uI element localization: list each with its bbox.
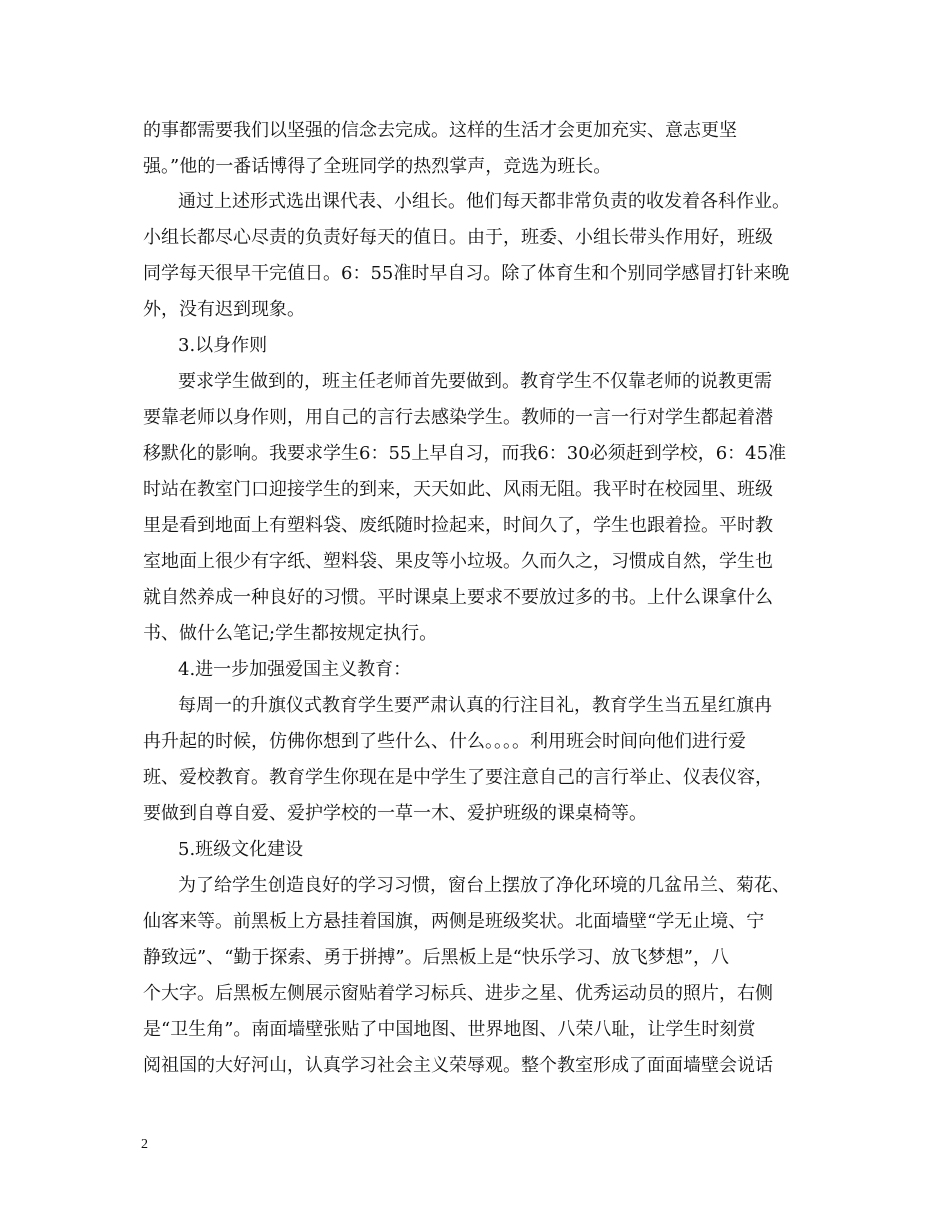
text-line: 仙客来等。前黑板上方悬挂着国旗，两侧是班级奖状。北面墙壁“学无止境、宁 <box>143 911 765 932</box>
text-line: 个大字。后黑板左侧展示窗贴着学习标兵、进步之星、优秀运动员的照片，右侧 <box>143 983 773 1004</box>
text-line: 冉升起的时候，仿佛你想到了些什么、什么。。。。利用班会时间向他们进行爱 <box>143 731 746 752</box>
text-line: 时站在教室门口迎接学生的到来，天天如此、风雨无阻。我平时在校园里、班级 <box>143 479 773 500</box>
page-number: 2 <box>141 1137 148 1152</box>
text-line: 室地面上很少有字纸、塑料袋、果皮等小垃圾。久而久之，习惯成自然，学生也 <box>143 551 773 572</box>
section-heading: 4.进一步加强爱国主义教育： <box>178 659 412 680</box>
text-line: 外，没有迟到现象。 <box>143 299 305 320</box>
text-line: 为了给学生创造良好的学习习惯，窗台上摆放了净化环境的几盆吊兰、菊花、 <box>178 875 790 896</box>
section-heading: 5.班级文化建设 <box>178 839 304 860</box>
text-line: 强。”他的一番话博得了全班同学的热烈掌声，竞选为班长。 <box>143 156 612 177</box>
text-line: 小组长都尽心尽责的负责好每天的值日。由于，班委、小组长带头作用好，班级 <box>143 227 773 248</box>
text-line: 阅祖国的大好河山，认真学习社会主义荣辱观。整个教室形成了面面墙壁会说话 <box>143 1055 773 1076</box>
text-line: 要求学生做到的，班主任老师首先要做到。教育学生不仅靠老师的说教更需 <box>178 371 772 392</box>
text-line: 的事都需要我们以坚强的信念去完成。这样的生活才会更加充实、意志更坚 <box>143 120 737 141</box>
text-line: 里是看到地面上有塑料袋、废纸随时捡起来，时间久了，学生也跟着捡。平时教 <box>143 515 773 536</box>
section-heading: 3.以身作则 <box>178 335 268 356</box>
text-line: 通过上述形式选出课代表、小组长。他们每天都非常负责的收发着各科作业。 <box>178 191 790 212</box>
text-line: 要做到自尊自爱、爱护学校的一草一木、爱护班级的课桌椅等。 <box>143 803 647 824</box>
text-line: 移默化的影响。我要求学生6：55上早自习，而我6：30必须赶到学校，6：45准 <box>143 443 787 464</box>
text-line: 每周一的升旗仪式教育学生要严肃认真的行注目礼，教育学生当五星红旗冉 <box>178 695 772 716</box>
text-line: 书、做什么笔记;学生都按规定执行。 <box>143 623 438 644</box>
text-line: 是“卫生角”。南面墙壁张贴了中国地图、世界地图、八荣八耻，让学生时刻赏 <box>143 1019 756 1040</box>
text-line: 要靠老师以身作则，用自己的言行去感染学生。教师的一言一行对学生都起着潜 <box>143 407 773 428</box>
text-line: 同学每天很早干完值日。6：55准时早自习。除了体育生和个别同学感冒打针来晚 <box>143 263 790 284</box>
text-line: 静致远”、“勤于探索、勇于拼搏”。后黑板上是“快乐学习、放飞梦想”，八 <box>143 947 730 968</box>
text-line: 班、爱校教育。教育学生你现在是中学生了要注意自己的言行举止、仪表仪容， <box>143 767 773 788</box>
text-line: 就自然养成一种良好的习惯。平时课桌上要求不要放过多的书。上什么课拿什么 <box>143 587 773 608</box>
